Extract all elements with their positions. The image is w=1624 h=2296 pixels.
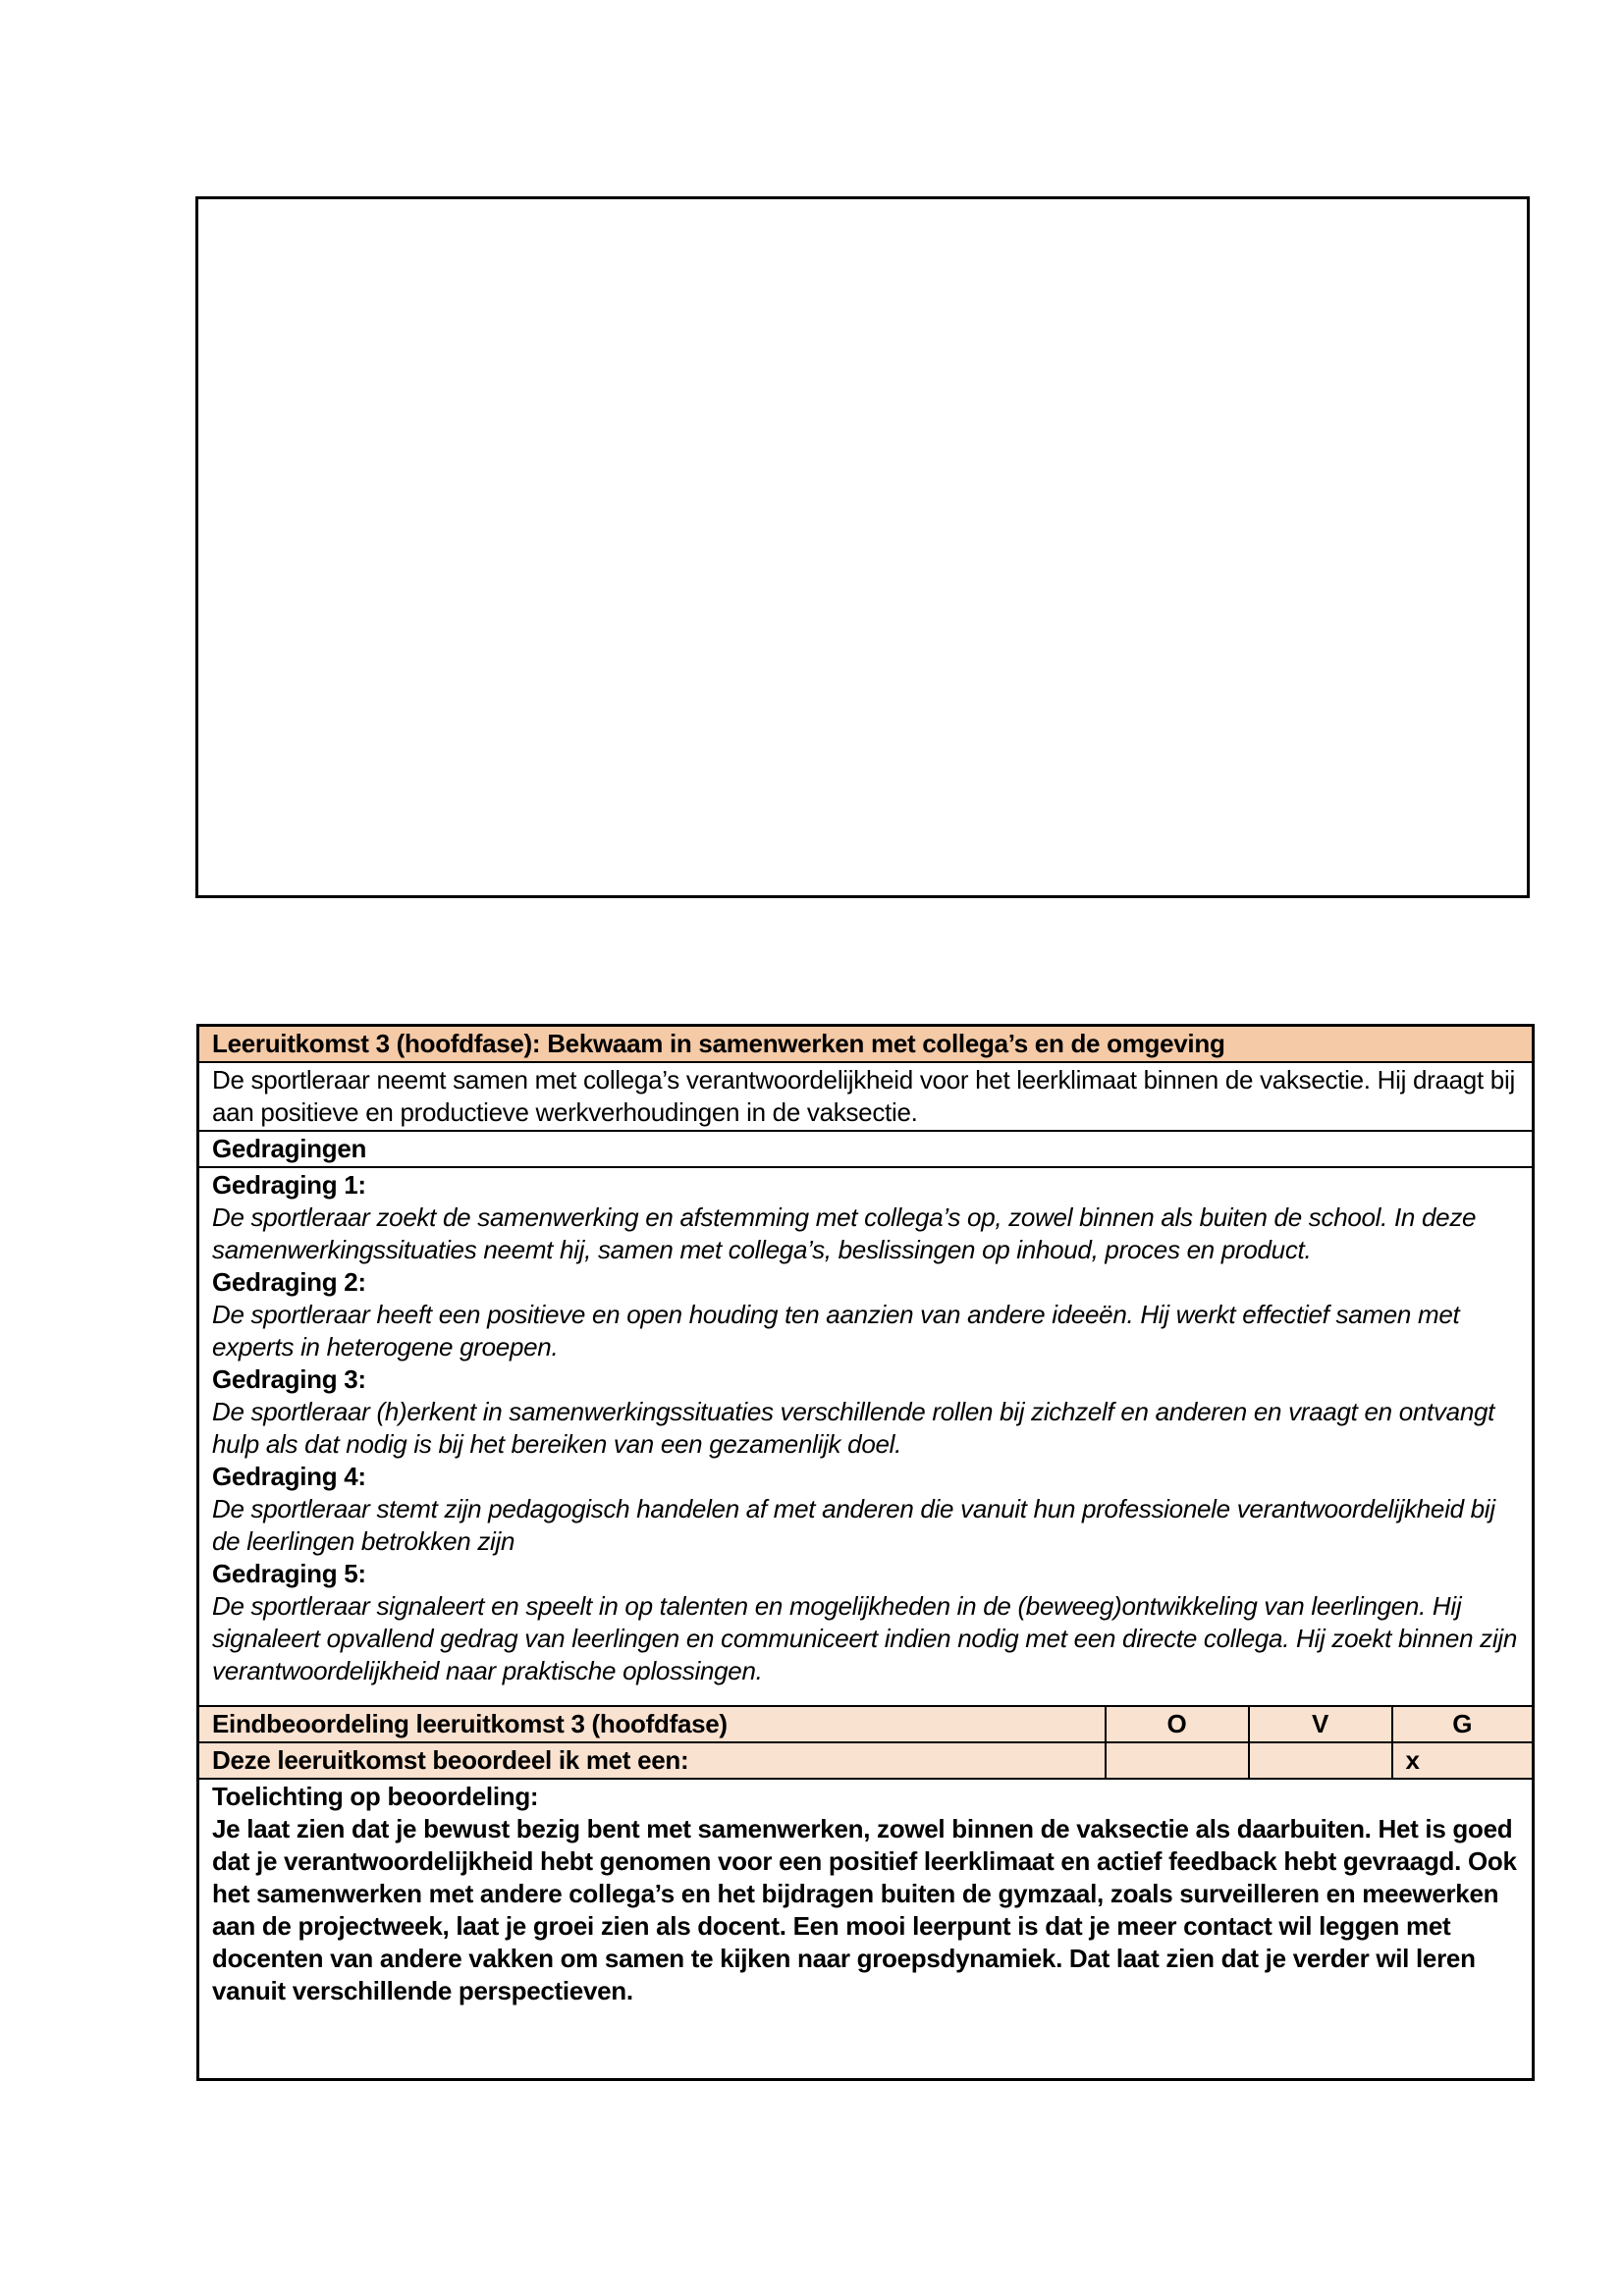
gedraging-4-text: De sportleraar stemt zijn pedagogisch handelen af met anderen die vanuit hun professionele verantwoordelijkheid bij de leerlingen betrokken zijn [212, 1494, 1495, 1556]
gedraging-5-text: De sportleraar signaleert en speelt in op talenten en mogelijkheden in de (beweeg)ontwikkeling van leerlingen. Hij signaleert opvallend gedrag van leerlingen en communiceert indien nodig met een directe collega. Hij zoekt binnen zijn verantwoordelijkheid naar praktische oplossingen. [212, 1591, 1517, 1685]
table-row-gedragingen-header [198, 1131, 1534, 1167]
gedraging-item [212, 1461, 1519, 1558]
gedraging-1-label: Gedraging 1: [212, 1170, 366, 1200]
table-row-eindbeoordeling [198, 1706, 1534, 1742]
gedraging-item [212, 1558, 1519, 1687]
beoordeel-label: Deze leeruitkomst beoordeel ik met een: [198, 1742, 1106, 1779]
table-row-header [198, 1026, 1534, 1063]
toelichting-cell [198, 1779, 1534, 2079]
toelichting-text: Je laat zien dat je bewust bezig bent met samenwerken, zowel binnen de vaksectie als daarbuiten. Het is goed dat je verantwoordelijkheid hebt genomen voor een positief leerklimaat en actief feedback hebt gevraagd. Ook het samenwerken met andere collega’s en het bijdragen buiten de gymzaal, zoals surveilleren en meewerken aan de projectweek, laat je groei zien als docent. Een mooi leerpunt is dat je meer contact wil leggen met docenten van andere vakken om samen te kijken naar groepsdynamiek. Dat laat zien dat je verder wil leren vanuit verschillende perspectieven. [212, 1814, 1517, 2005]
rating-value-o[interactable] [1106, 1742, 1249, 1779]
eindbeoordeling-label: Eindbeoordeling leeruitkomst 3 (hoofdfase) [198, 1706, 1106, 1742]
gedraging-5-label: Gedraging 5: [212, 1559, 366, 1588]
gedragingen-header: Gedragingen [198, 1131, 1534, 1167]
gedraging-3-text: De sportleraar (h)erkent in samenwerkingssituaties verschillende rollen bij zichzelf en anderen en vraagt en ontvangt hulp als dat nodig is bij het bereiken van een gezamenlijk doel. [212, 1397, 1495, 1459]
gedraging-1-text: De sportleraar zoekt de samenwerking en afstemming met collega’s op, zowel binnen als buiten de school. In deze samenwerkingssituaties neemt hij, samen met collega’s, beslissingen op inhoud, proces en product. [212, 1202, 1477, 1264]
assessment-table [196, 1024, 1535, 2081]
table-row-beoordeling [198, 1742, 1534, 1779]
empty-image-frame [195, 196, 1530, 898]
toelichting-label: Toelichting op beoordeling: [212, 1782, 539, 1811]
gedraging-3-label: Gedraging 3: [212, 1364, 366, 1394]
rating-value-g[interactable]: x [1392, 1742, 1534, 1779]
gedragingen-cell [198, 1167, 1534, 1706]
table-row-description [198, 1062, 1534, 1131]
gedraging-2-text: De sportleraar heeft een positieve en open houding ten aanzien van andere ideeën. Hij werkt effectief samen met experts in heterogene groepen. [212, 1300, 1460, 1362]
rating-header-g: G [1392, 1706, 1534, 1742]
table-row-gedragingen [198, 1167, 1534, 1706]
gedraging-2-label: Gedraging 2: [212, 1267, 366, 1297]
rating-header-o: O [1106, 1706, 1249, 1742]
gedraging-item [212, 1363, 1519, 1461]
table-row-toelichting [198, 1779, 1534, 2079]
learning-outcome-title: Leeruitkomst 3 (hoofdfase): Bekwaam in samenwerken met collega’s en de omgeving [198, 1026, 1534, 1063]
gedraging-item [212, 1266, 1519, 1363]
rating-header-v: V [1249, 1706, 1392, 1742]
learning-outcome-description: De sportleraar neemt samen met collega’s verantwoordelijkheid voor het leerklimaat binnen de vaksectie. Hij draagt bij aan positieve en productieve werkverhoudingen in de vaksectie. [198, 1062, 1534, 1131]
gedraging-item [212, 1169, 1519, 1266]
gedraging-4-label: Gedraging 4: [212, 1462, 366, 1491]
rating-value-v[interactable] [1249, 1742, 1392, 1779]
